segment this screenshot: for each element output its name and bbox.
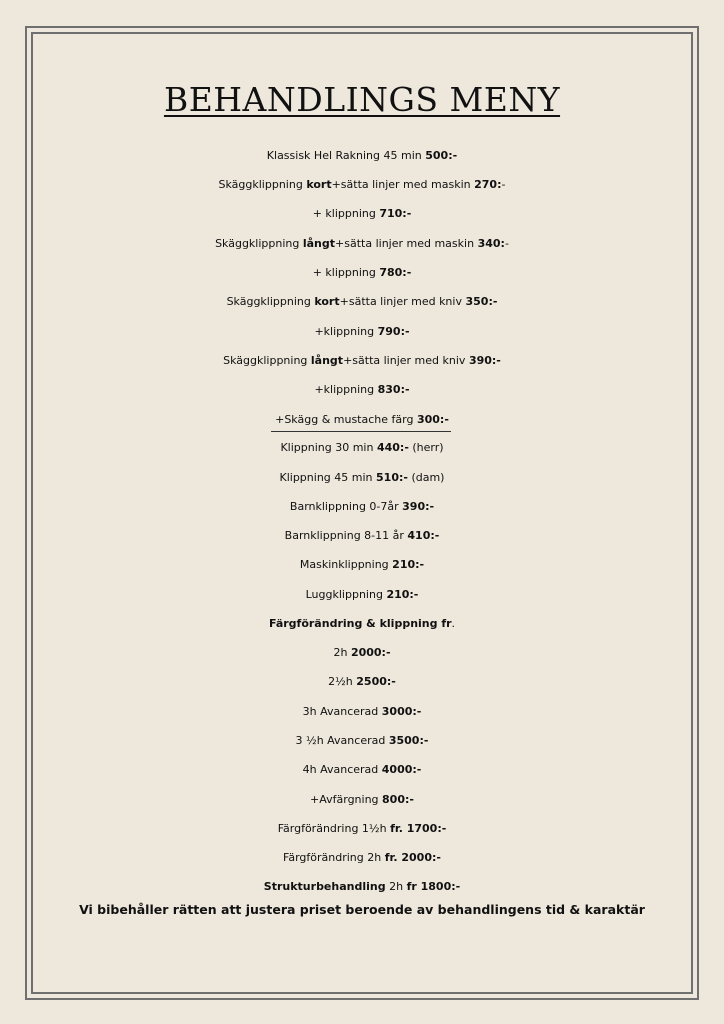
menu-item-price: kort (306, 178, 332, 191)
menu-item-text: Skäggklippning (223, 354, 311, 367)
menu-item-text: +klippning (314, 325, 378, 338)
menu-item-text: 3 ½h Avancerad (295, 734, 389, 747)
menu-item-text: Barnklippning 0-7år (289, 500, 403, 513)
menu-item-text: - (501, 178, 506, 191)
menu-item-price: 300:- (416, 413, 449, 426)
menu-item (0, 295, 724, 309)
menu-item-price: fr 1800:- (406, 880, 461, 893)
menu-item (0, 354, 724, 368)
menu-item (0, 441, 724, 455)
menu-item-text: Luggklippning (305, 588, 387, 601)
page-title: BEHANDLINGS MENY (163, 80, 561, 119)
menu-item (0, 851, 724, 865)
menu-item-price: 500:- (425, 149, 458, 162)
menu-item-text: Klippning 30 min (280, 441, 377, 454)
menu-item-price: 510:- (376, 471, 408, 484)
menu-item-text: +Avfärgning (310, 793, 383, 806)
menu-item (0, 178, 724, 192)
menu-item-price: 390:- (468, 354, 501, 367)
menu-item-text: +sätta linjer med kniv (339, 295, 466, 308)
section-divider (271, 431, 451, 432)
menu-item-price: 3500:- (388, 734, 429, 747)
menu-item-price: långt (310, 354, 344, 367)
menu-item-text: +klippning (314, 383, 378, 396)
menu-item-text: (herr) (408, 441, 444, 454)
menu-item (0, 529, 724, 543)
menu-item-price: Färgförändring & klippning fr (268, 617, 452, 630)
menu-item-price: 830:- (377, 383, 410, 396)
menu-item-text: 2½h (328, 675, 357, 688)
menu-item (0, 558, 724, 572)
menu-item (0, 207, 724, 221)
menu-item-text: (dam) (407, 471, 445, 484)
menu-item (0, 617, 724, 631)
menu-item (0, 325, 724, 339)
menu-item-text: +sätta linjer med maskin (335, 237, 478, 250)
menu-item-text: - (504, 237, 509, 250)
menu-item (0, 705, 724, 719)
menu-item-price: 210:- (392, 558, 425, 571)
menu-item-price: 2500:- (356, 675, 396, 688)
menu-item (0, 880, 724, 894)
menu-item (0, 266, 724, 280)
menu-item-text: + klippning (312, 207, 380, 220)
menu-item (0, 500, 724, 514)
menu-item-price: 340: (477, 237, 505, 250)
menu-item-text: 2h (385, 880, 407, 893)
menu-item-price: kort (314, 295, 340, 308)
menu-item (0, 793, 724, 807)
menu-item-price: 390:- (402, 500, 435, 513)
menu-item-text: +Skägg & mustache färg (275, 413, 417, 426)
menu-item-price: 2000:- (350, 646, 391, 659)
menu-item-price: 4000:- (381, 763, 422, 776)
menu-item (0, 237, 724, 251)
menu-item (0, 588, 724, 602)
menu-item-text: Klippning 45 min (279, 471, 377, 484)
menu-item-price: Strukturbehandling (263, 880, 386, 893)
menu-item (0, 822, 724, 836)
menu-item-text: Klassisk Hel Rakning 45 min (266, 149, 426, 162)
menu-item-price: 410:- (407, 529, 440, 542)
menu-item-text: Barnklippning 8-11 år (284, 529, 408, 542)
menu-item-price: 440:- (376, 441, 409, 454)
menu-item (0, 413, 724, 427)
menu-item-price: fr. 1700:- (390, 822, 447, 835)
menu-item-text: 2h (333, 646, 351, 659)
menu-item-text: +sätta linjer med kniv (343, 354, 469, 367)
menu-item-text: Maskinklippning (299, 558, 393, 571)
menu-item-price: 210:- (386, 588, 419, 601)
menu-item-price: 350:- (465, 295, 498, 308)
menu-item (0, 675, 724, 689)
menu-item-price: långt (302, 237, 336, 250)
menu-item-text: 3h Avancerad (302, 705, 382, 718)
menu-item-text: Färgförändring 1½h (277, 822, 391, 835)
menu-item-text: Skäggklippning (226, 295, 315, 308)
menu-item-text: +sätta linjer med maskin (331, 178, 475, 191)
menu-item-price: 780:- (379, 266, 412, 279)
menu-item-text: Skäggklippning (215, 237, 303, 250)
menu-item-text: Färgförändring 2h (283, 851, 385, 864)
menu-item-price: 800:- (382, 793, 414, 806)
menu-item-text: Skäggklippning (218, 178, 307, 191)
menu-item-price: 790:- (377, 325, 410, 338)
menu-item (0, 149, 724, 163)
menu-item-price: 3000:- (381, 705, 422, 718)
menu-item (0, 383, 724, 397)
menu-item-text: 4h Avancerad (302, 763, 382, 776)
menu-item-text: + klippning (312, 266, 380, 279)
menu-item (0, 734, 724, 748)
menu-item-price: fr. 2000:- (384, 851, 441, 864)
menu-item-text: . (451, 617, 456, 630)
menu-item (0, 646, 724, 660)
menu-item (0, 471, 724, 485)
price-disclaimer: Vi bibehåller rätten att justera priset beroende av behandlingens tid & karaktär (79, 902, 645, 917)
menu-item-price: 710:- (379, 207, 412, 220)
menu-item (0, 763, 724, 777)
menu-item-price: 270: (474, 178, 502, 191)
